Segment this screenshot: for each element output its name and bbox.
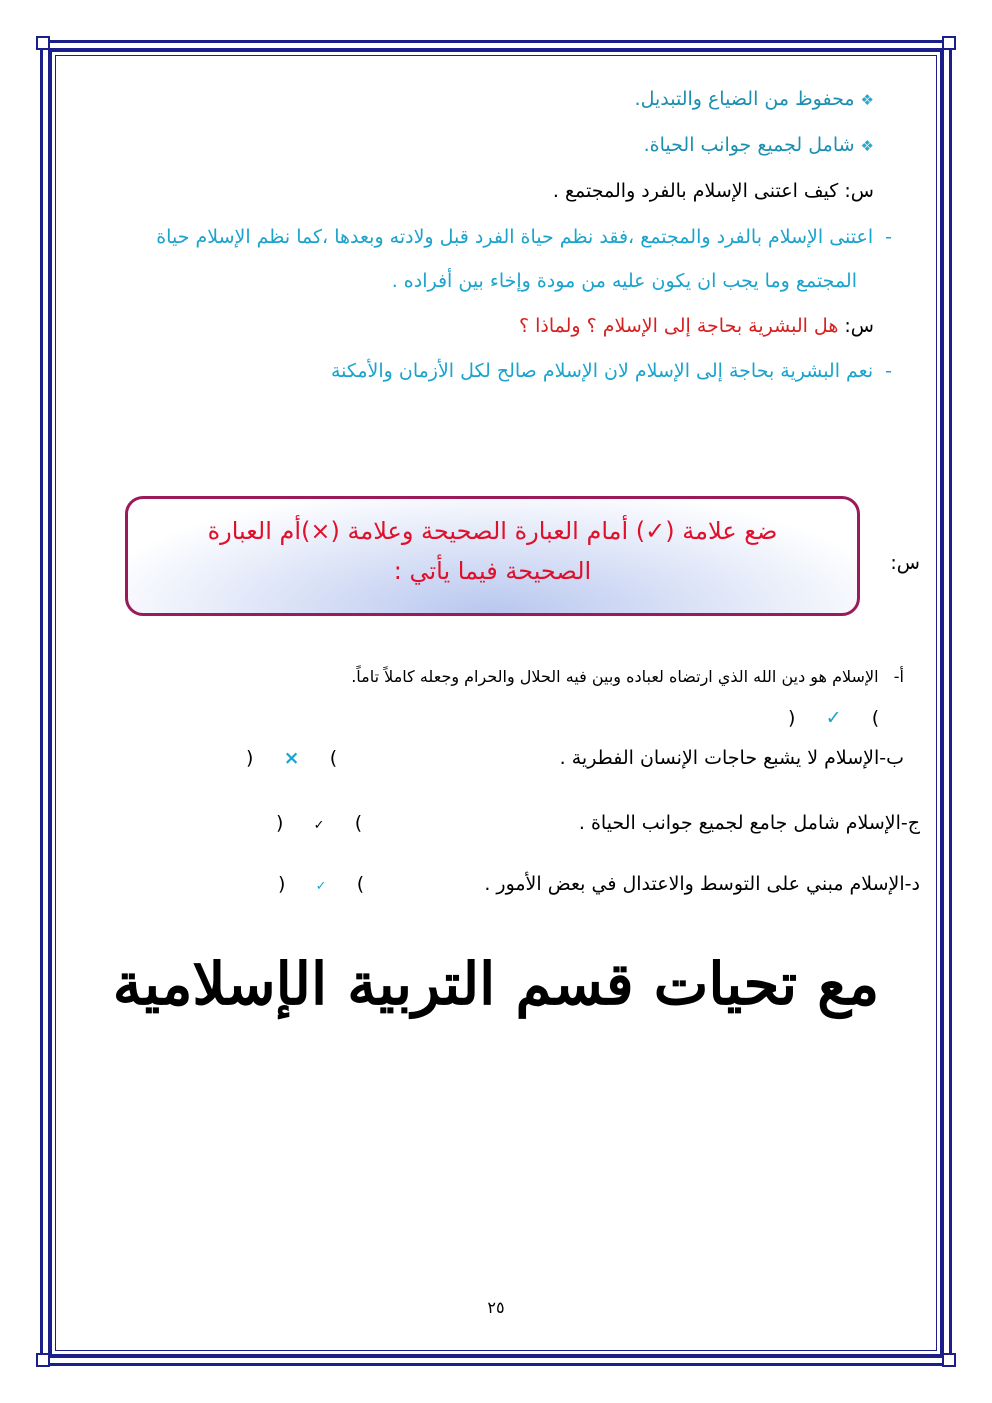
answer-2: -نعم البشرية بحاجة إلى الإسلام لان الإسلام صالح لكل الأزمان والأمكنة <box>330 360 892 382</box>
exercise-line-2: الصحيحة فيما يأتي : <box>393 557 592 585</box>
cross-mark-icon: × <box>283 747 300 769</box>
item-a: أ- الإسلام هو دين الله الذي ارتضاه لعباده وبين فيه الحلال والحرام وجعله كاملاً تاماً. <box>351 667 904 686</box>
diamond-bullet-icon: ❖ <box>860 137 874 155</box>
item-d: د-الإسلام مبني على التوسط والاعتدال في بعض الأمور . <box>484 873 920 895</box>
item-d-answer: ) ✓ ( <box>278 873 365 895</box>
question-1: س: كيف اعتنى الإسلام بالفرد والمجتمع . <box>552 180 874 202</box>
exercise-instruction-box <box>125 496 860 616</box>
answer-1-line-1: -اعتنى الإسلام بالفرد والمجتمع ،فقد نظم حياة الفرد قبل ولادته وبعدها ،كما نظم الإسلام حياة <box>156 226 892 248</box>
corner-ornament <box>942 36 956 50</box>
item-b-answer: ) × ( <box>246 747 338 769</box>
corner-ornament <box>942 1353 956 1367</box>
page-border-thin <box>55 55 937 1351</box>
exercise-prefix: س: <box>890 552 920 574</box>
check-mark-icon: ✓ <box>313 818 325 833</box>
answer-1-line-2: المجتمع وما يجب ان يكون عليه من مودة وإخاء بين أفراده . <box>391 270 857 292</box>
bullet-item: ❖شامل لجميع جوانب الحياة. <box>643 134 874 156</box>
bullet-item: ❖محفوظ من الضياع والتبديل. <box>634 88 874 110</box>
exercise-line-1: ضع علامة (✓) أمام العبارة الصحيحة وعلامة (×)أم العبارة <box>207 517 778 545</box>
corner-ornament <box>36 1353 50 1367</box>
item-c: ج-الإسلام شامل جامع لجميع جوانب الحياة . <box>578 812 920 834</box>
item-b: ب-الإسلام لا يشبع حاجات الإنسان الفطرية . <box>559 747 904 769</box>
diamond-bullet-icon: ❖ <box>860 91 874 109</box>
question-2: س: هل البشرية بحاجة إلى الإسلام ؟ ولماذا ؟ <box>518 315 874 337</box>
item-a-answer: ) ✓ ( <box>788 707 880 729</box>
page-number: ٢٥ <box>487 1298 505 1317</box>
check-mark-icon: ✓ <box>315 879 327 894</box>
footer-greeting: مع تحيات قسم التربية الإسلامية <box>112 950 880 1018</box>
item-c-answer: ) ✓ ( <box>276 812 363 834</box>
check-mark-icon: ✓ <box>825 707 842 729</box>
corner-ornament <box>36 36 50 50</box>
